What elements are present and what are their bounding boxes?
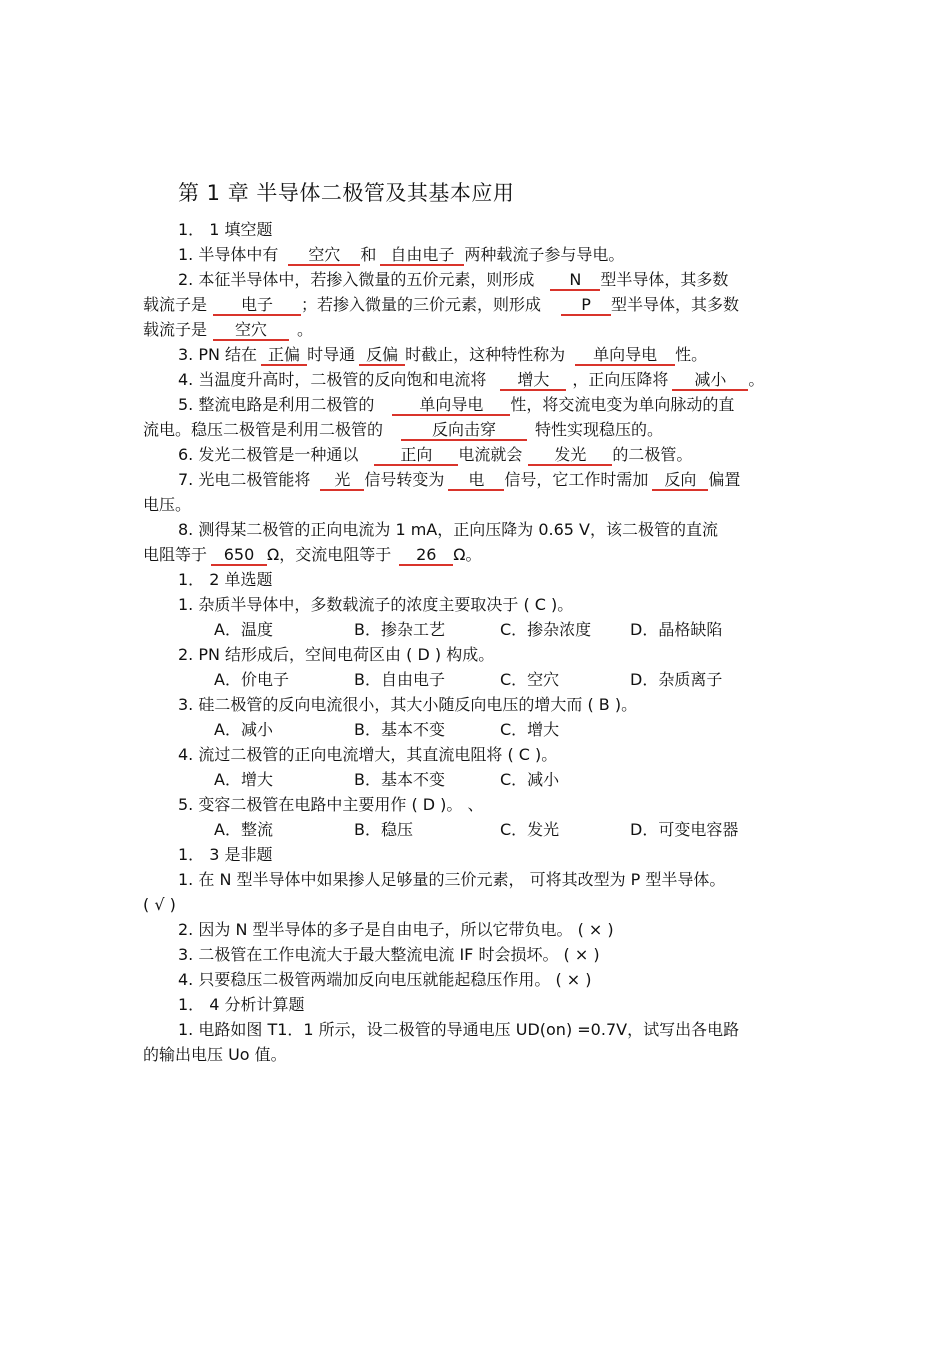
fill-q8-line2: 电阻等于 650 Ω，交流电阻等于 26 Ω。 [143,545,482,564]
option: C．掺杂浓度 [500,620,592,639]
calc-q1-line2: 的输出电压 Uo 值。 [143,1045,287,1064]
section-heading: 1． 1 填空题 [178,220,273,239]
tf-q1-line2: ( √ ) [143,895,176,914]
option: C．减小 [500,770,560,789]
option: C．增大 [500,720,560,739]
choice-q2: 2. PN 结形成后，空间电荷区由 ( D ) 构成。 [178,645,495,664]
answer-blank: 26 [399,545,453,566]
answer-blank: 电 [448,470,504,491]
choice-q5-options [214,820,738,840]
choice-q2-options [214,670,722,690]
fill-q3: 3. PN 结在 正偏 时导通 反偏 时截止，这种特性称为 单向导电 性。 [178,345,708,364]
tf-q2: 2. 因为 N 型半导体的多子是自由电子，所以它带负电。 ( × ) [178,920,614,939]
answer-blank: 自由电子 [380,245,464,266]
answer-blank: 发光 [528,445,612,466]
answer-blank: 减小 [672,370,748,391]
option: B．掺杂工艺 [354,620,445,639]
answer-blank: N [550,270,600,291]
fill-q7-line1: 7. 光电二极管能将 光 信号转变为 电 信号，它工作时需加 反向 偏置 [178,470,741,489]
answer-blank: 电子 [213,295,301,316]
fill-q2-line2: 载流子是 电子 ；若掺入微量的三价元素，则形成 P 型半导体，其多数 [143,295,740,314]
chapter-title: 第 1 章 半导体二极管及其基本应用 [178,181,515,205]
option: B．基本不变 [354,770,445,789]
option: A．减小 [214,720,273,739]
answer-blank: 正向 [374,445,458,466]
answer-blank: 650 [211,545,267,566]
answer-blank: 空穴 [288,245,360,266]
tf-q1-line1: 1. 在 N 型半导体中如果掺人足够量的三价元素， 可将其改型为 P 型半导体。 [178,870,726,889]
option: A．整流 [214,820,273,839]
fill-q6: 6. 发光二极管是一种通以 正向 电流就会 发光 的二极管。 [178,445,693,464]
answer-blank: 空穴 [213,320,289,341]
fill-q4: 4. 当温度升高时，二极管的反向饱和电流将 增大 ，正向压降将 减小 。 [178,370,765,389]
answer-blank: 单向导电 [392,395,510,416]
calc-q1-line1: 1. 电路如图 T1．1 所示，设二极管的导通电压 UD(on) =0.7V，试写出各电路 [178,1020,740,1039]
answer-blank: 单向导电 [575,345,675,366]
option: B．基本不变 [354,720,445,739]
answer-blank: 光 [320,470,364,491]
fill-q5-line1: 5. 整流电路是利用二极管的 单向导电 性，将交流电变为单向脉动的直 [178,395,735,414]
section-heading: 1． 2 单选题 [178,570,273,589]
option: C．空穴 [500,670,560,689]
section-heading: 1． 3 是非题 [178,845,273,864]
answer-blank: 反偏 [359,345,405,366]
tf-q3: 3. 二极管在工作电流大于最大整流电流 IF 时会损坏。 ( × ) [178,945,600,964]
choice-q3-options [214,720,559,740]
option: B．稳压 [354,820,413,839]
choice-q1: 1. 杂质半导体中，多数载流子的浓度主要取决于 ( C )。 [178,595,574,614]
fill-q5-line2: 流电。稳压二极管是利用二极管的 反向击穿 特性实现稳压的。 [143,420,664,439]
choice-q4-options [214,770,559,790]
answer-blank: 反向击穿 [401,420,527,441]
choice-q4: 4. 流过二极管的正向电流增大，其直流电阻将 ( C )。 [178,745,558,764]
option: A．价电子 [214,670,289,689]
section-heading: 1． 4 分析计算题 [178,995,305,1014]
answer-blank: 增大 [500,370,566,391]
option: C．发光 [500,820,560,839]
fill-q8-line1: 8. 测得某二极管的正向电流为 1 mA，正向压降为 0.65 V，该二极管的直流 [178,520,718,539]
fill-q1: 1. 半导体中有 空穴 和 自由电子 两种载流子参与导电。 [178,245,625,264]
option: A．增大 [214,770,273,789]
option: B．自由电子 [354,670,445,689]
answer-blank: 正偏 [261,345,307,366]
answer-blank: P [561,295,611,316]
choice-q5: 5. 变容二极管在电路中主要用作 ( D )。 、 [178,795,484,814]
fill-q2-line3: 载流子是 空穴 。 [143,320,314,339]
option: D．杂质离子 [630,670,723,689]
option: D．可变电容器 [630,820,739,839]
choice-q1-options [214,620,722,640]
fill-q2-line1: 2. 本征半导体中，若掺入微量的五价元素，则形成 N 型半导体，其多数 [178,270,729,289]
choice-q3: 3. 硅二极管的反向电流很小，其大小随反向电压的增大而 ( B )。 [178,695,638,714]
fill-q7-line2: 电压。 [143,495,192,514]
answer-blank: 反向 [652,470,708,491]
tf-q4: 4. 只要稳压二极管两端加反向电压就能起稳压作用。 ( × ) [178,970,592,989]
option: D．晶格缺陷 [630,620,723,639]
option: A．温度 [214,620,273,639]
